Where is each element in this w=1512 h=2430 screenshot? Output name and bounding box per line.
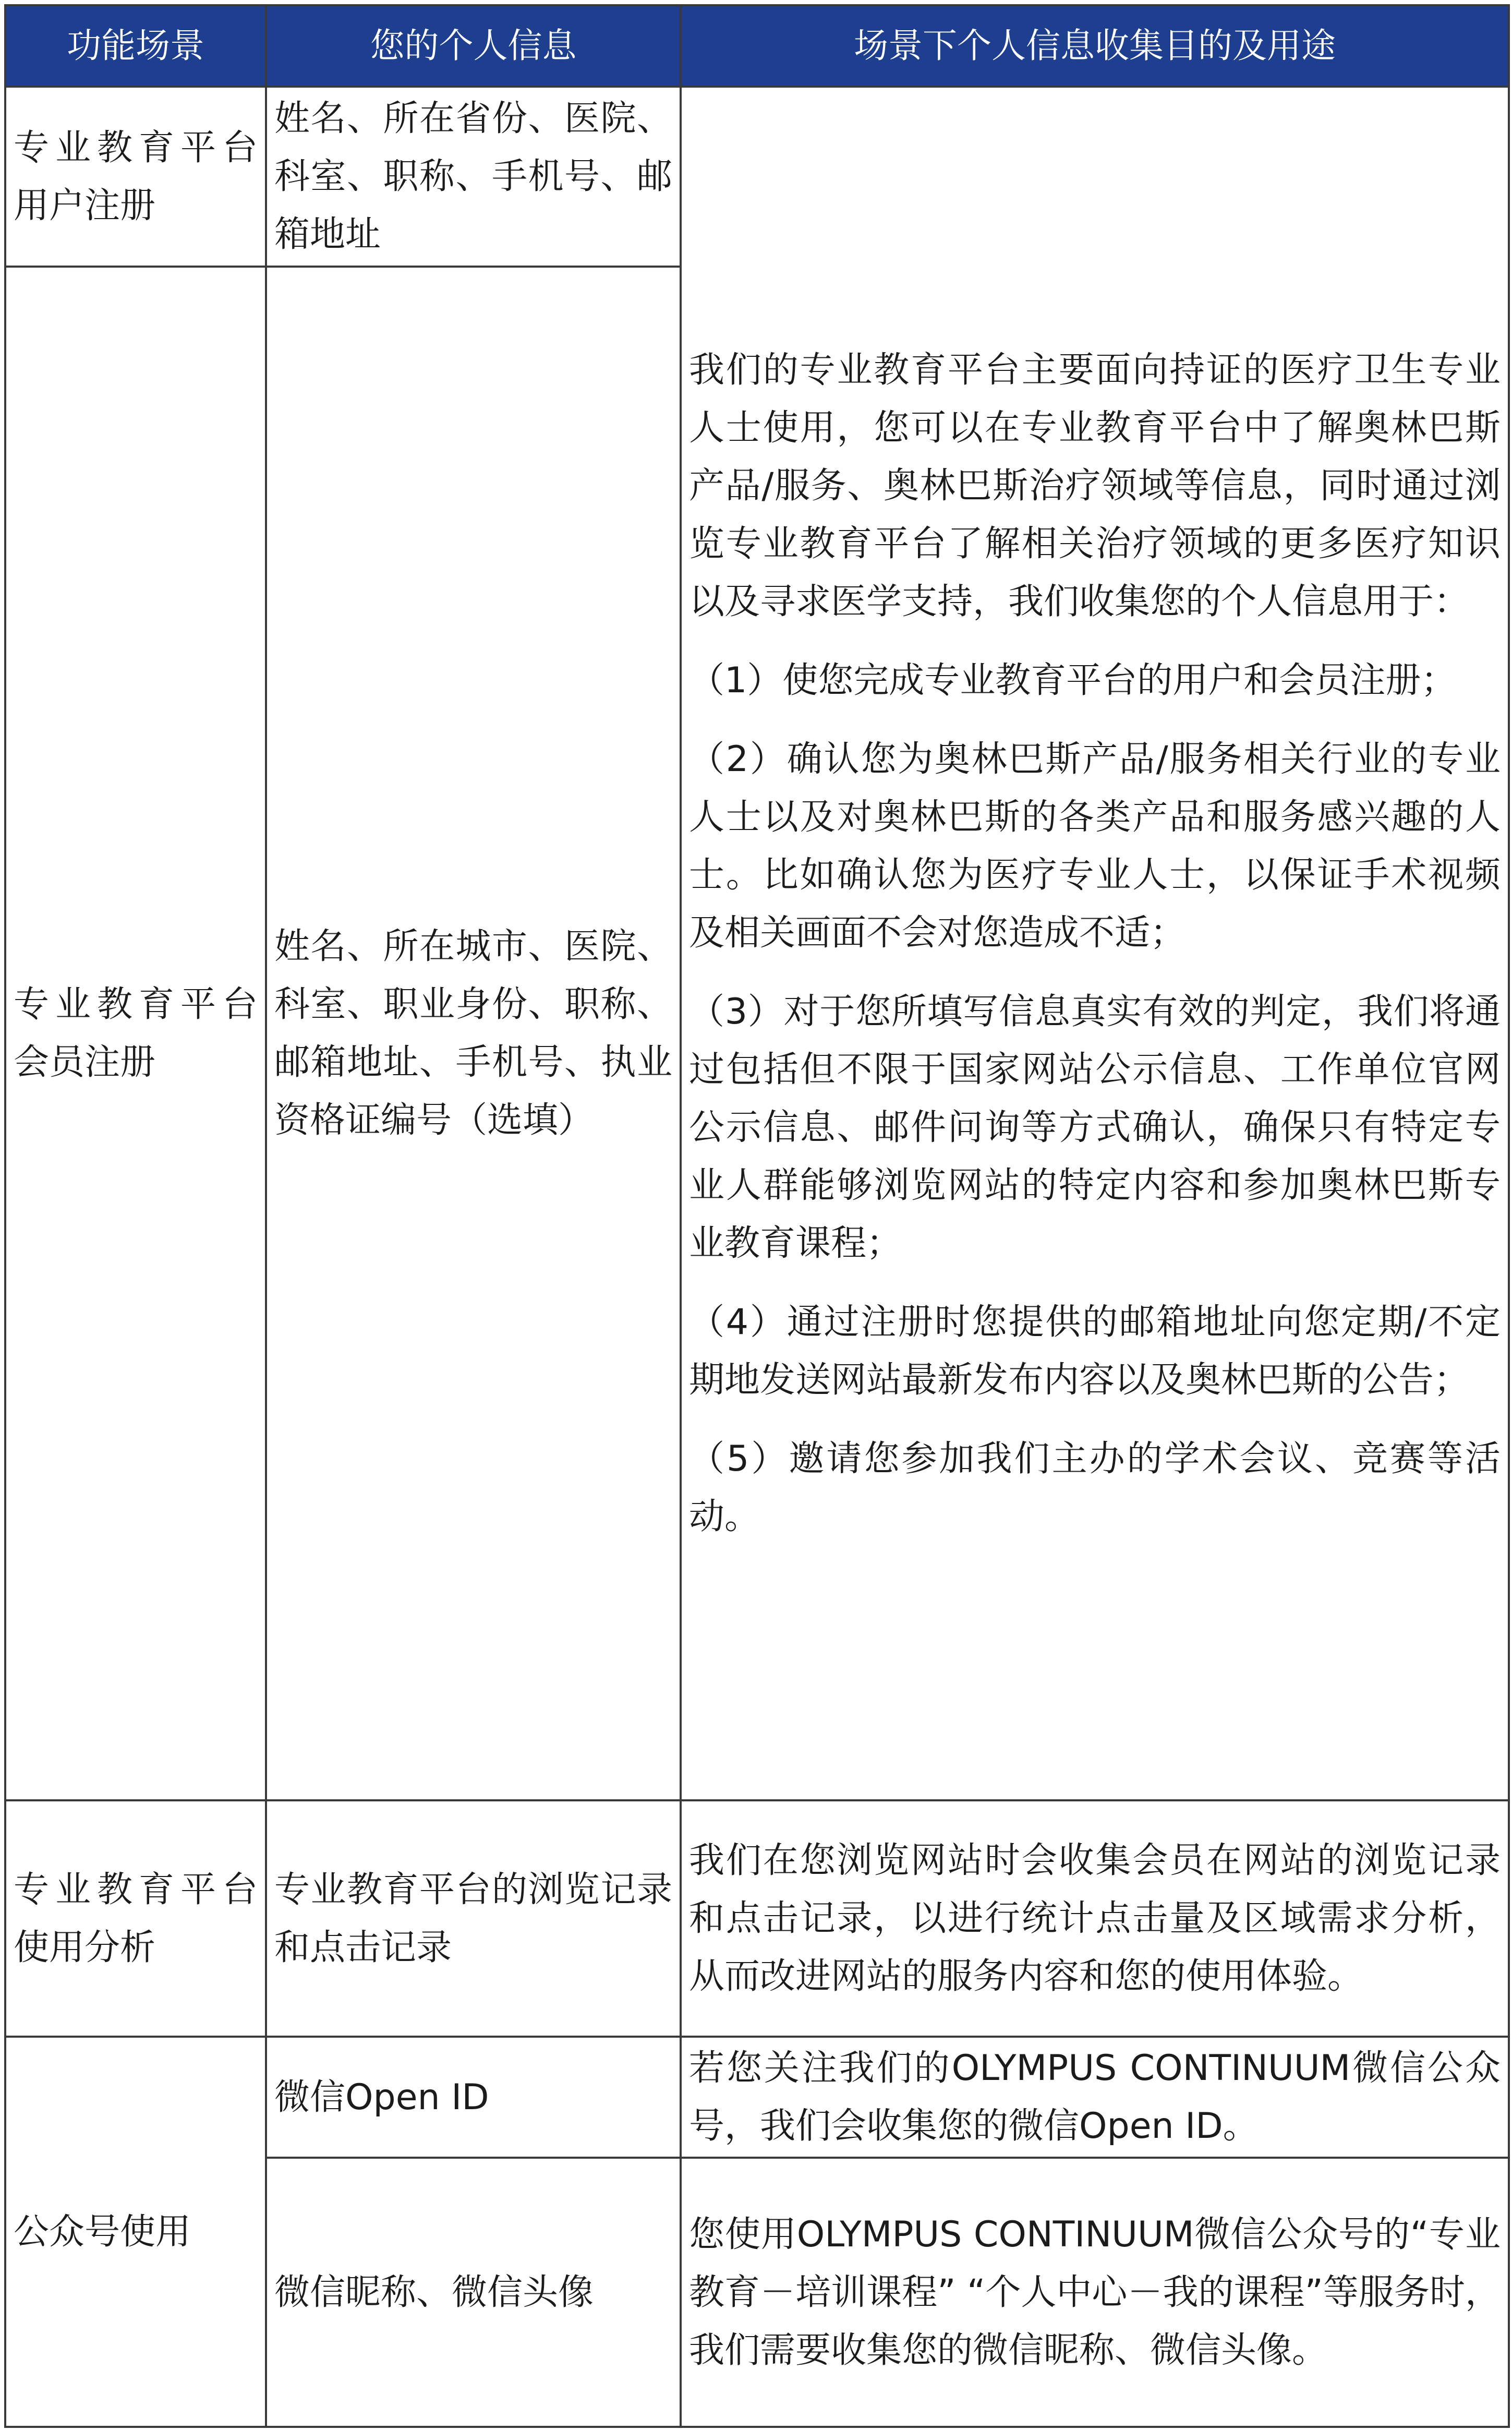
purpose-cell: 若您关注我们的OLYMPUS CONTINUUM微信公众号，我们会收集您的微信Open ID。 — [681, 2037, 1509, 2158]
purpose-item: （3）对于您所填写信息真实有效的判定，我们将通过包括但不限于国家网站公示信息、工作单位官网公示信息、邮件问询等方式确认，确保只有特定专业人群能够浏览网站的特定内容和参加奥林巴斯专业教育课程； — [689, 991, 1501, 1264]
info-cell: 姓名、所在省份、医院、科室、职称、手机号、邮箱地址 — [266, 87, 681, 267]
purpose-cell: 您使用OLYMPUS CONTINUUM微信公众号的“专业教育－培训课程” “个人中心－我的课程”等服务时，我们需要收集您的微信昵称、微信头像。 — [681, 2158, 1509, 2427]
privacy-info-table — [4, 4, 1510, 2428]
header-personal-info: 您的个人信息 — [266, 5, 681, 87]
scene-cell: 专业教育平台会员注册 — [5, 267, 266, 1800]
table-row — [5, 2037, 1509, 2158]
purpose-item: （4）通过注册时您提供的邮箱地址向您定期/不定期地发送网站最新发布内容以及奥林巴斯的公告； — [689, 1302, 1501, 1401]
table-row — [5, 87, 1509, 267]
table-header-row — [5, 5, 1509, 87]
purpose-cell-registration — [681, 87, 1509, 1800]
purpose-item: （5）邀请您参加我们主办的学术会议、竞赛等活动。 — [689, 1438, 1501, 1537]
info-cell: 专业教育平台的浏览记录和点击记录 — [266, 1800, 681, 2037]
header-scene: 功能场景 — [5, 5, 266, 87]
info-cell: 微信昵称、微信头像 — [266, 2158, 681, 2427]
table-row — [5, 1800, 1509, 2037]
scene-cell: 专业教育平台用户注册 — [5, 87, 266, 267]
scene-cell: 公众号使用 — [5, 2037, 266, 2427]
info-cell: 姓名、所在城市、医院、科室、职业身份、职称、邮箱地址、手机号、执业资格证编号（选填） — [266, 267, 681, 1800]
info-cell: 微信Open ID — [266, 2037, 681, 2158]
purpose-cell: 我们在您浏览网站时会收集会员在网站的浏览记录和点击记录，以进行统计点击量及区域需求分析，从而改进网站的服务内容和您的使用体验。 — [681, 1800, 1509, 2037]
purpose-item: （1）使您完成专业教育平台的用户和会员注册； — [689, 660, 1457, 701]
scene-cell: 专业教育平台使用分析 — [5, 1800, 266, 2037]
purpose-intro: 我们的专业教育平台主要面向持证的医疗卫生专业人士使用，您可以在专业教育平台中了解奥林巴斯产品/服务、奥林巴斯治疗领域等信息，同时通过浏览专业教育平台了解相关治疗领域的更多医疗知识以及寻求医学支持，我们收集您的个人信息用于： — [689, 350, 1501, 622]
header-purpose: 场景下个人信息收集目的及用途 — [681, 5, 1509, 87]
purpose-item: （2）确认您为奥林巴斯产品/服务相关行业的专业人士以及对奥林巴斯的各类产品和服务感兴趣的人士。比如确认您为医疗专业人士，以保证手术视频及相关画面不会对您造成不适； — [689, 739, 1501, 954]
